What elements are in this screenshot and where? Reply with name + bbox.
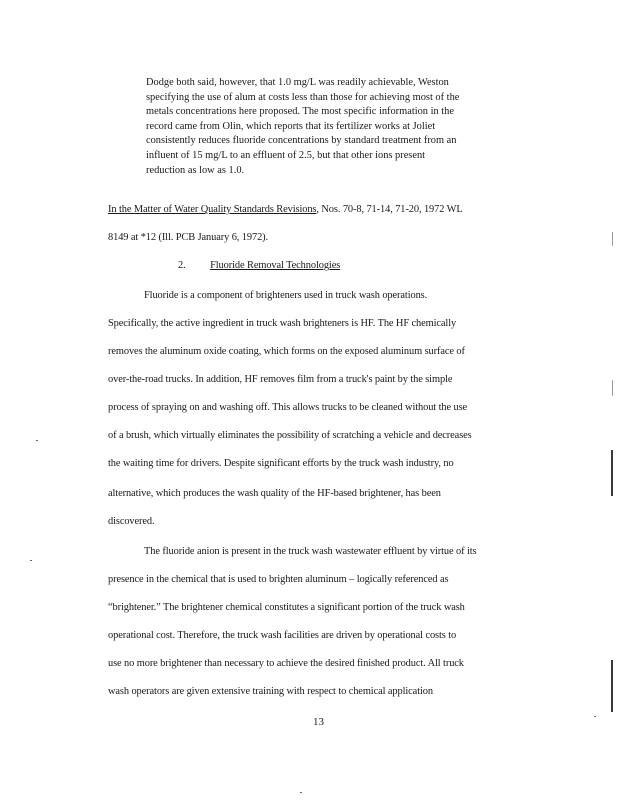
quote-line: specifying the use of alum at costs less than those for achieving most of the — [146, 91, 460, 103]
body-line: Fluoride is a component of brighteners used in truck wash operations. — [144, 290, 428, 301]
body-line: “brightener.” The brightener chemical constitutes a significant portion of the truck wash — [108, 602, 465, 613]
quote-line: consistently reduces fluoride concentrations by standard treatment from an — [146, 135, 457, 147]
body-line: Specifically, the active ingredient in truck wash brighteners is HF. The HF chemically — [108, 318, 457, 329]
body-line: of a brush, which virtually eliminates the possibility of scratching a vehicle and decreases — [108, 430, 472, 441]
citation-numbers: , Nos. 70-8, 71-14, 71-20, 1972 WL — [316, 204, 463, 215]
scan-speck — [300, 792, 302, 793]
body-line: discovered. — [108, 516, 155, 527]
body-line: presence in the chemical that is used to brighten aluminum – logically referenced as — [108, 574, 449, 585]
body-line: removes the aluminum oxide coating, which forms on the exposed aluminum surface of — [108, 346, 465, 357]
case-title: In the Matter of Water Quality Standards Revisions — [108, 204, 317, 215]
citation-line-2: 8149 at *12 (Ill. PCB January 6, 1972). — [108, 232, 269, 243]
body-line: wash operators are given extensive training with respect to chemical application — [108, 686, 433, 697]
scan-speck — [594, 716, 596, 717]
quote-line: reduction as low as 1.0. — [146, 164, 245, 176]
scan-mark — [612, 380, 613, 396]
quote-line: metals concentrations here proposed. The most specific information in the — [146, 106, 454, 118]
scan-mark — [612, 232, 613, 246]
body-line: process of spraying on and washing off. This allows trucks to be cleaned without the use — [108, 402, 468, 413]
body-line: over-the-road trucks. In addition, HF removes film from a truck's paint by the simple — [108, 374, 453, 385]
scan-mark — [611, 660, 613, 712]
section-title: Fluoride Removal Technologies — [210, 260, 341, 271]
body-line: operational cost. Therefore, the truck wash facilities are driven by operational costs to — [108, 630, 457, 641]
scan-speck — [30, 560, 32, 561]
section-number: 2. — [178, 260, 186, 271]
scan-speck — [36, 440, 38, 441]
quote-line: Dodge both said, however, that 1.0 mg/L was readily achievable, Weston — [146, 77, 449, 88]
body-line: The fluoride anion is present in the truck wash wastewater effluent by virtue of its — [144, 546, 477, 557]
body-line: use no more brightener than necessary to achieve the desired finished product. All truck — [108, 658, 464, 669]
page-number: 13 — [313, 716, 324, 728]
citation-line — [108, 204, 463, 215]
block-quote — [146, 76, 508, 178]
quote-line: influent of 15 mg/L to an effluent of 2.5, but that other ions present — [146, 149, 426, 161]
body-line: alternative, which produces the wash quality of the HF-based brightener, has been — [108, 488, 441, 499]
scan-mark — [611, 450, 613, 496]
section-heading — [178, 260, 340, 271]
quote-line: record came from Olin, which reports that its fertilizer works at Joliet — [146, 120, 436, 132]
body-line: the waiting time for drivers. Despite significant efforts by the truck wash industry, no — [108, 458, 454, 469]
